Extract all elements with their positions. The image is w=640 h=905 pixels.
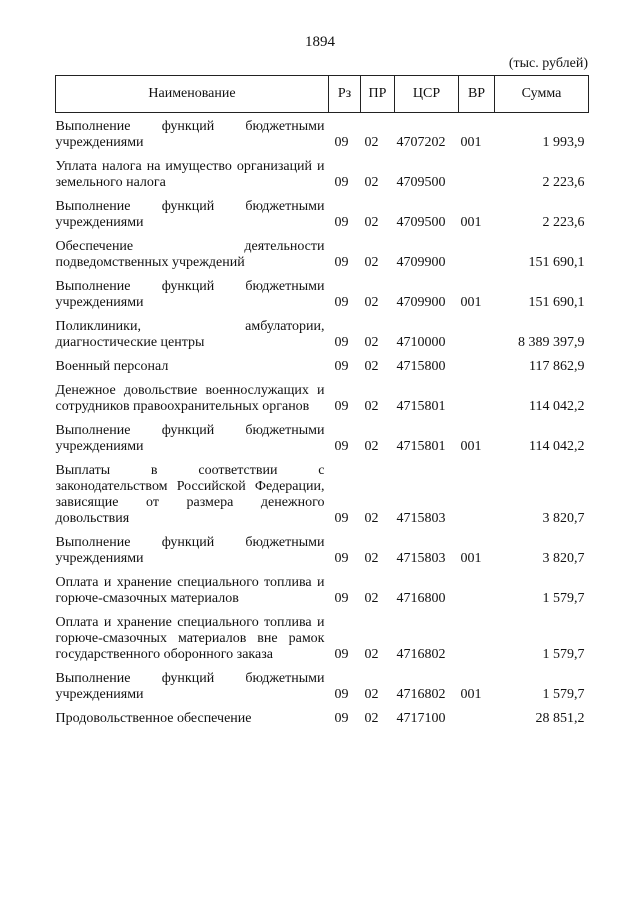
cell-name bbox=[56, 157, 329, 197]
cell-vr bbox=[459, 237, 495, 277]
row-name-text: Продовольственное обеспечение bbox=[55, 711, 252, 726]
row-name-text: Военный персонал bbox=[55, 359, 169, 374]
cell-name bbox=[56, 381, 329, 421]
cell-name bbox=[56, 357, 329, 381]
cell-rz: 09 bbox=[334, 215, 349, 230]
units-label: (тыс. рублей) bbox=[508, 56, 588, 71]
cell-csr: 4715801 bbox=[396, 399, 446, 414]
cell-rz: 09 bbox=[334, 687, 349, 702]
cell-name bbox=[56, 709, 329, 733]
cell-csr: 4715801 bbox=[396, 439, 446, 454]
cell-name bbox=[56, 613, 329, 669]
cell-pr: 02 bbox=[364, 511, 379, 526]
row-name-text: Выполнение функций бюджетными учреждениями bbox=[55, 199, 325, 230]
header-rz: Рз bbox=[329, 76, 361, 113]
cell-rz: 09 bbox=[334, 647, 349, 662]
header-name: Наименование bbox=[56, 76, 329, 113]
cell-sum: 114 042,2 bbox=[529, 439, 585, 454]
cell-csr: 4707202 bbox=[396, 135, 446, 150]
cell-rz: 09 bbox=[334, 399, 349, 414]
cell-csr: 4716802 bbox=[396, 687, 446, 702]
cell-rz: 09 bbox=[334, 135, 349, 150]
cell-vr bbox=[459, 573, 495, 613]
table-row bbox=[56, 461, 589, 533]
cell-name bbox=[56, 573, 329, 613]
cell-rz: 09 bbox=[334, 439, 349, 454]
cell-vr bbox=[459, 317, 495, 357]
cell-pr: 02 bbox=[364, 335, 379, 350]
cell-sum: 1 579,7 bbox=[542, 687, 585, 702]
table-row bbox=[56, 277, 589, 317]
cell-sum: 117 862,9 bbox=[529, 359, 585, 374]
row-name-text: Выполнение функций бюджетными учреждениями bbox=[55, 119, 325, 150]
cell-sum: 1 993,9 bbox=[542, 135, 585, 150]
row-name-text: Оплата и хранение специального топлива и горюче-смазочных материалов bbox=[55, 575, 325, 606]
cell-pr: 02 bbox=[364, 551, 379, 566]
budget-table bbox=[55, 75, 589, 733]
cell-pr: 02 bbox=[364, 295, 379, 310]
cell-vr bbox=[459, 357, 495, 381]
cell-vr bbox=[459, 381, 495, 421]
cell-vr: 001 bbox=[460, 215, 482, 230]
cell-rz: 09 bbox=[334, 255, 349, 270]
cell-name bbox=[56, 317, 329, 357]
cell-pr: 02 bbox=[364, 175, 379, 190]
table-row bbox=[56, 357, 589, 381]
cell-csr: 4709500 bbox=[396, 175, 446, 190]
cell-pr: 02 bbox=[364, 399, 379, 414]
table-row bbox=[56, 533, 589, 573]
cell-vr: 001 bbox=[460, 551, 482, 566]
cell-vr: 001 bbox=[460, 135, 482, 150]
table-row bbox=[56, 157, 589, 197]
header-vr: ВР bbox=[459, 76, 495, 113]
cell-vr bbox=[459, 613, 495, 669]
cell-pr: 02 bbox=[364, 439, 379, 454]
cell-pr: 02 bbox=[364, 215, 379, 230]
cell-vr bbox=[459, 157, 495, 197]
cell-vr: 001 bbox=[460, 295, 482, 310]
cell-csr: 4709900 bbox=[396, 295, 446, 310]
cell-csr: 4709900 bbox=[396, 255, 446, 270]
row-name-text: Выполнение функций бюджетными учреждениями bbox=[55, 535, 325, 566]
cell-csr: 4715803 bbox=[396, 511, 446, 526]
row-name-text: Выполнение функций бюджетными учреждениями bbox=[55, 423, 325, 454]
table-row bbox=[56, 613, 589, 669]
cell-vr bbox=[459, 461, 495, 533]
cell-pr: 02 bbox=[364, 255, 379, 270]
row-name-text: Уплата налога на имущество организаций и земельного налога bbox=[55, 159, 325, 190]
table-row bbox=[56, 709, 589, 733]
cell-vr: 001 bbox=[460, 687, 482, 702]
table-row bbox=[56, 237, 589, 277]
cell-csr: 4716800 bbox=[396, 591, 446, 606]
cell-name bbox=[56, 669, 329, 709]
cell-csr: 4717100 bbox=[396, 711, 446, 726]
row-name-text: Выполнение функций бюджетными учреждениями bbox=[55, 279, 325, 310]
cell-sum: 3 820,7 bbox=[542, 511, 585, 526]
cell-sum: 151 690,1 bbox=[528, 295, 585, 310]
cell-rz: 09 bbox=[334, 359, 349, 374]
header-csr: ЦСР bbox=[395, 76, 459, 113]
cell-rz: 09 bbox=[334, 175, 349, 190]
cell-pr: 02 bbox=[364, 687, 379, 702]
row-name-text: Денежное довольствие военнослужащих и сотрудников правоохранительных органов bbox=[55, 383, 325, 414]
cell-csr: 4715800 bbox=[396, 359, 446, 374]
header-sum: Сумма bbox=[495, 76, 589, 113]
cell-csr: 4715803 bbox=[396, 551, 446, 566]
cell-pr: 02 bbox=[364, 359, 379, 374]
table-header-row bbox=[56, 76, 589, 113]
cell-rz: 09 bbox=[334, 511, 349, 526]
cell-name bbox=[56, 237, 329, 277]
cell-sum: 2 223,6 bbox=[542, 215, 585, 230]
cell-sum: 151 690,1 bbox=[528, 255, 585, 270]
cell-vr bbox=[459, 709, 495, 733]
cell-sum: 8 389 397,9 bbox=[518, 335, 585, 350]
cell-rz: 09 bbox=[334, 591, 349, 606]
cell-rz: 09 bbox=[334, 711, 349, 726]
cell-pr: 02 bbox=[364, 591, 379, 606]
cell-rz: 09 bbox=[334, 295, 349, 310]
cell-pr: 02 bbox=[364, 647, 379, 662]
table-row bbox=[56, 317, 589, 357]
cell-sum: 1 579,7 bbox=[542, 647, 585, 662]
cell-name bbox=[56, 277, 329, 317]
table-row bbox=[56, 573, 589, 613]
cell-vr: 001 bbox=[460, 439, 482, 454]
cell-sum: 3 820,7 bbox=[542, 551, 585, 566]
cell-rz: 09 bbox=[334, 335, 349, 350]
table-row bbox=[56, 669, 589, 709]
row-name-text: Обеспечение деятельности подведомственных учреждений bbox=[55, 239, 325, 270]
table-row bbox=[56, 421, 589, 461]
cell-rz: 09 bbox=[334, 551, 349, 566]
table-row bbox=[56, 197, 589, 237]
cell-sum: 1 579,7 bbox=[542, 591, 585, 606]
cell-csr: 4710000 bbox=[396, 335, 446, 350]
row-name-text: Оплата и хранение специального топлива и горюче-смазочных материалов вне рамок государственного оборонного заказа bbox=[55, 615, 325, 662]
cell-name bbox=[56, 421, 329, 461]
cell-sum: 114 042,2 bbox=[529, 399, 585, 414]
cell-csr: 4716802 bbox=[396, 647, 446, 662]
cell-name bbox=[56, 113, 329, 158]
cell-name bbox=[56, 461, 329, 533]
table-row bbox=[56, 113, 589, 158]
row-name-text: Выполнение функций бюджетными учреждениями bbox=[55, 671, 325, 702]
cell-pr: 02 bbox=[364, 135, 379, 150]
row-name-text: Выплаты в соответствии с законодательством Российской Федерации, зависящие от размера денежного довольствия bbox=[55, 463, 325, 526]
header-pr: ПР bbox=[361, 76, 395, 113]
cell-sum: 28 851,2 bbox=[535, 711, 585, 726]
page-number: 1894 bbox=[305, 34, 335, 50]
cell-name bbox=[56, 197, 329, 237]
row-name-text: Поликлиники, амбулатории, диагностические центры bbox=[55, 319, 325, 350]
cell-csr: 4709500 bbox=[396, 215, 446, 230]
cell-pr: 02 bbox=[364, 711, 379, 726]
cell-name bbox=[56, 533, 329, 573]
cell-sum: 2 223,6 bbox=[542, 175, 585, 190]
table-row bbox=[56, 381, 589, 421]
